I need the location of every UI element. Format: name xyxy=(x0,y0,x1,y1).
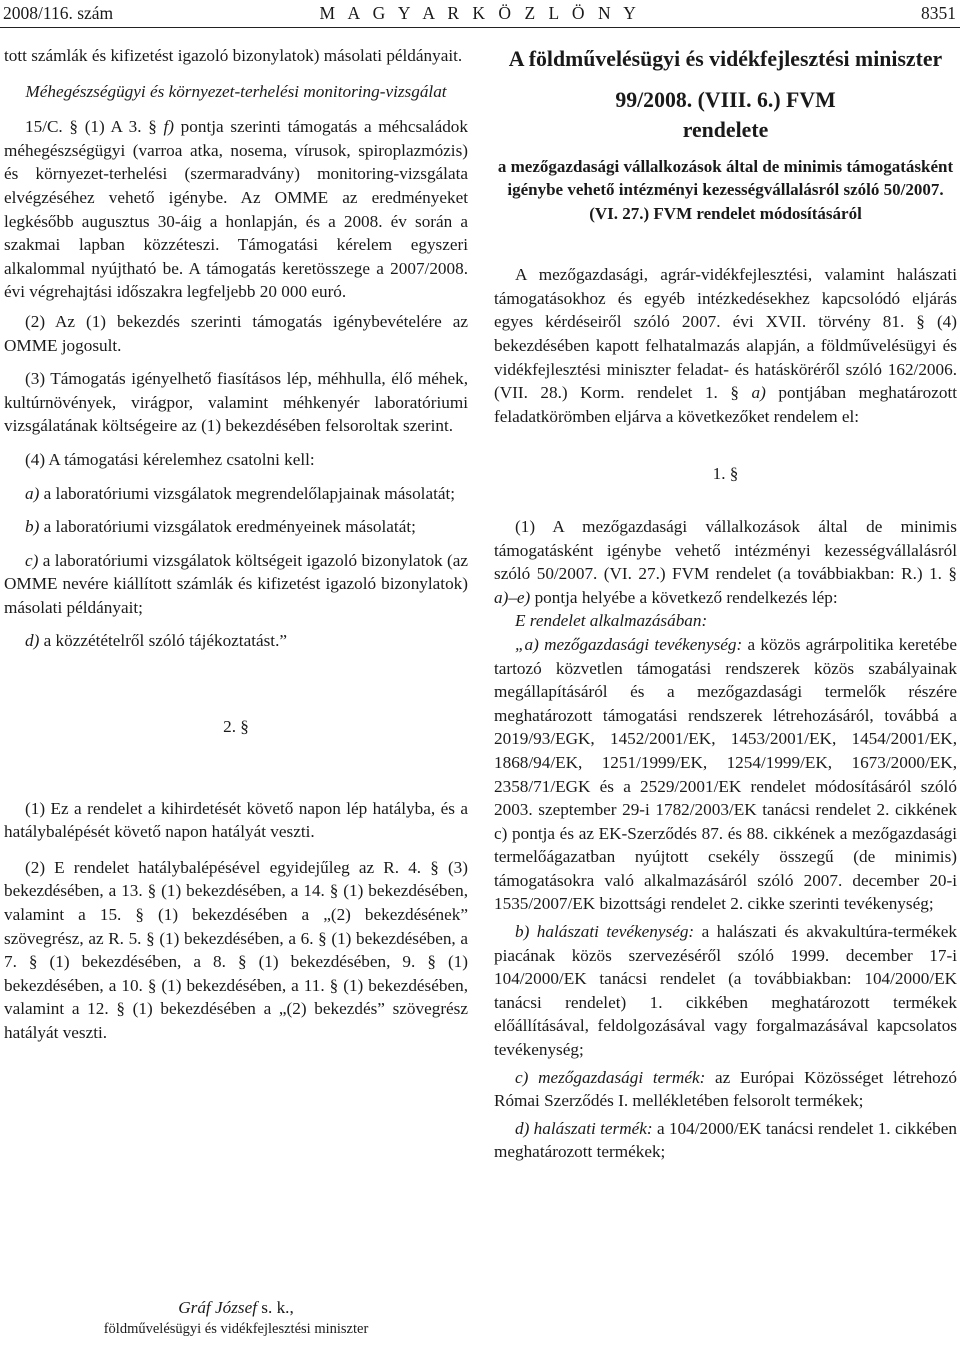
decree-kind: rendelete xyxy=(682,118,769,142)
page-header xyxy=(0,0,960,28)
preamble: A mezőgazdasági, agrár-vidékfejlesztési, valamint halászati támogatásokhoz és egyéb intézkedésekhez kapcsolódó eljárás egyes kérdéseiről szóló 2007. évi XVII. törvény 81. § (4) bekezdésében kapott felhatalmazás alapján, a földművelésügyi és vidékfejlesztési miniszter feladat- és hatásköréről szóló 162/2006. (VII. 28.) Korm. rendelet 1. § a) pontjában meghatározott feladatkörömben eljárva a következőket rendelem el: xyxy=(494,265,957,426)
list-item: a) a laboratóriumi vizsgálatok megrendelőlapjainak másolatát; xyxy=(25,483,456,503)
definitions-intro: E rendelet alkalmazásában: xyxy=(515,611,708,631)
definition-item: d) halászati termék: a 104/2000/EK tanácsi rendelet 1. cikkében meghatározott termékek; xyxy=(494,1118,957,1162)
list-item: d) a közzétételről szóló tájékoztatást.” xyxy=(25,631,287,651)
paragraph-2: (2) Az (1) bekezdés szerinti támogatás igénybevételére az OMME jogosult. xyxy=(4,311,468,355)
section-heading: 2. § xyxy=(223,717,249,737)
paragraph-3: (3) Támogatás igényelhető fiasításos lép, méhhulla, élő méhek, kultúrnövények, virágpor, valamint méhkenyér laboratóriumi vizsgálatának költségeire az (1) bekezdésében felsoroltak szerint. xyxy=(4,369,468,436)
journal-title: M A G Y A R K Ö Z L Ö N Y xyxy=(319,3,641,23)
definition-item: „a) mezőgazdasági tevékenység: a közös agrárpolitika keretébe tartozó közvetlen támogatási rendszerek közös szabályainak megállapításáról és a mezőgazdasági termelők részére meghatározott támogatási rendszerek létrehozásáról, továbbá a 2019/93/EGK, 1452/2001/EK, 1453/2001/EK, 1454/2001/EK, 1868/94/EK, 1251/1999/EK, 1254/1999/EK, 1673/2000/EK, 2358/71/EGK és a 2529/2001/EK rendelet módosításáról szóló 2003. szeptember 29-i 1782/2003/EK tanácsi rendelet 2. cikkének c) pontja és az EK-Szerződés 87. és 88. cikkének a mezőgazdasági termelőágazatban nyújtott csekély összegű (de minimis) támogatásokra való alkalmazásáról szóló 2007. december 20-i 1535/2007/EK bizottsági rendelet 2. cikke szerinti tevékenység; xyxy=(494,634,957,914)
decree-title: a mezőgazdasági vállalkozások által de minimis támogatásként igénybe vehető intézményi kezességvállalásról szóló 50/2007. (VI. 27.) FVM rendelet módosításáról xyxy=(497,157,954,223)
paragraph-15c-block xyxy=(4,115,468,653)
decree-number: 99/2008. (VIII. 6.) FVM xyxy=(615,88,836,112)
page-number: 8351 xyxy=(921,3,956,23)
signatory-role: földművelésügyi és vidékfejlesztési miniszter xyxy=(103,1321,369,1337)
section2-paragraph-2: (2) E rendelet hatálybalépésével egyidejűleg az R. 4. § (3) bekezdésében, a 13. § (1) bekezdésében, a 14. § (1) bekezdésében, valamint a 15. § (1) bekezdésében a „(2) bekezdésének” szövegrész, az R. 5. § (1) bekezdésében, a 6. § (1) bekezdésében, a 7. § (1) bekezdésében, a 8. § (1) bekezdésében, 9. § (1) bekezdésében, a 10. § (1) bekezdésében, a 11. § (1) bekezdésében, valamint a 12. § (1) bekezdésében a „(2) bekezdés” szövegrész hatályát veszti. xyxy=(4,857,468,1042)
issuer-title: A földművelésügyi és vidékfejlesztési miniszter xyxy=(508,47,943,71)
paragraph-4: (4) A támogatási kérelemhez csatolni kell: xyxy=(25,449,315,469)
section1-paragraph-1: (1) A mezőgazdasági vállalkozások által de minimis támogatásként igénybe vehető intézményi kezességvállalásról szóló 50/2007. (VI. 27.) FVM rendelet (a továbbiakban: R.) 1. § a)–e) pontja helyébe a következő rendelkezés lép: xyxy=(494,516,957,607)
section1-body xyxy=(494,515,957,1164)
right-column xyxy=(494,44,957,1164)
list-item: c) a laboratóriumi vizsgálatok költségeit igazoló bizonylatok (az OMME nevére kiállított számlák és kifizetést igazoló bizonylatok) másolati példányait; xyxy=(4,550,468,617)
issue-number: 2008/116. szám xyxy=(3,3,114,23)
section2-paragraph-1: (1) Ez a rendelet a kihirdetését követő napon lép hatályba, és a hatálybalépését követő napon hatályát veszti. xyxy=(4,798,468,842)
signature-block xyxy=(4,1297,468,1339)
left-column xyxy=(4,44,468,1045)
definition-item: c) mezőgazdasági termék: az Európai Közösséget létrehozó Római Szerződés I. mellékletében felsorolt termékek; xyxy=(494,1067,957,1111)
paragraph-15c: 15/C. § (1) A 3. § f) pontja szerinti támogatás a méhcsaládok méhegészségügyi (varroa atka, nosema, vírusok, spiroplazmózis) és környezet-terhelési (szermaradvány) monitoring-vizsgálata elvégzéséhez vehető igénybe. Az OMME az eredményeket legkésőbb augusztus 30-áig a honlapján, és a 2008. év során a szakmai lapban közzéteszi. Támogatási kérelem egyszeri alkalommal nyújtható be. A támogatás keretösszege a 2007/2008. évi végrehajtási időszakra legfeljebb 20 000 euró. xyxy=(4,117,468,302)
intro-paragraph: tott számlák és kifizetést igazoló bizonylatok) másolati példányait. xyxy=(4,46,463,65)
section-subtitle: Méhegészségügyi és környezet-terhelési monitoring-vizsgálat xyxy=(25,81,447,101)
signatory: Gráf József s. k., xyxy=(178,1298,294,1317)
section-heading: 1. § xyxy=(712,464,739,484)
definition-item: b) halászati tevékenység: a halászati és akvakultúra-termékek piacának közös szervezéséről szóló 1999. december 17-i 104/2000/EK tanácsi rendelet (a továbbiakban: 104/2000/EK tanácsi rendelet) 1. cikkében meghatározott termékek előállításával, feldolgozásával vagy forgalmazásával kapcsolatos tevékenység; xyxy=(494,922,957,1060)
list-item: b) a laboratóriumi vizsgálatok eredményeinek másolatát; xyxy=(25,517,416,537)
